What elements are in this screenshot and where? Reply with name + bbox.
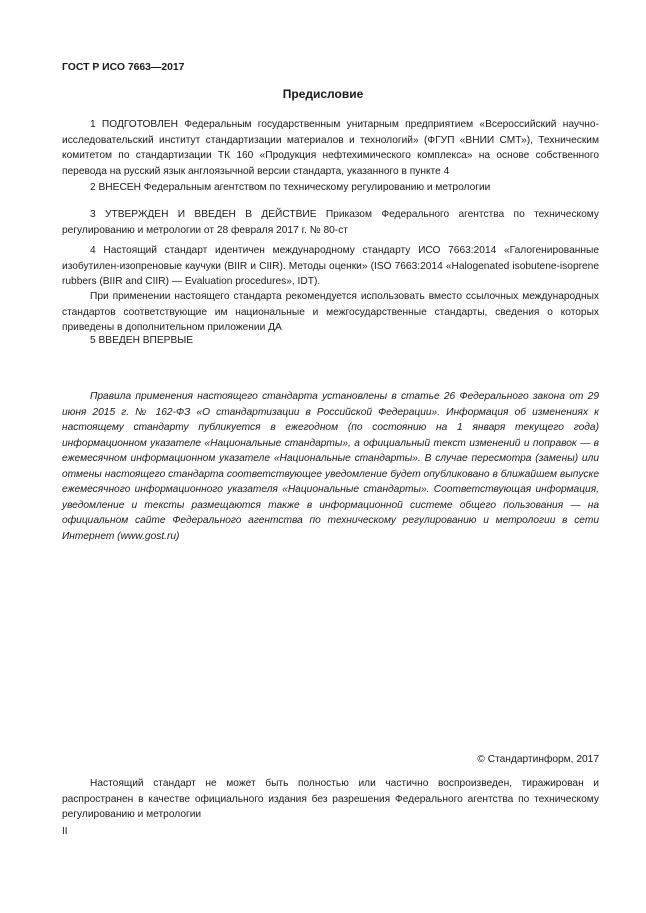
page-title: Предисловие [282,87,364,101]
paragraph-1-prepared: 1 ПОДГОТОВЛЕН Федеральным государственным унитарным предприятием «Всероссийский научно-исследовательский институт стандартизации материалов и технологий» (ФГУП «ВНИИ СМТ»), Техническим комитетом по стандартизации ТК 160 «Продукция нефтехимического комплекса» на основе собственного перевода на русский язык англоязычной версии стандарта, указанного в пункте 4 [62,119,599,177]
paragraph-5-first-introduced: 5 ВВЕДЕН ВПЕРВЫЕ [90,335,194,346]
page-number: II [62,826,68,837]
copyright-line: © Стандартинформ, 2017 [477,754,599,765]
paragraph-4-application: При применении настоящего стандарта рекомендуется использовать вместо ссылочных международных стандартов соответствующие им национальные и межгосударственные стандарты, сведения о которых приведены в дополнительном приложении ДА [62,291,599,334]
paragraph-2-submitted: 2 ВНЕСЕН Федеральным агентством по техническому регулированию и метрологии [90,182,491,193]
reproduction-notice: Настоящий стандарт не может быть полностью или частично воспроизведен, тиражирован и распространен в качестве официального издания без разрешения Федерального агентства по техническому регулированию и метрологии [62,778,599,821]
paragraph-4-identical: 4 Настоящий стандарт идентичен международному стандарту ИСО 7663:2014 «Галогенированные изобутилен-изопреновые каучуки (BIIR и CIIR). Методы оценки» (ISO 7663:2014 «Halogenated isobutene-isoprene rubbers (BIIR and CIIR) — Evaluation procedures», IDT). [62,245,599,288]
rules-of-application-note: Правила применения настоящего стандарта установлены в статье 26 Федерального закона от 29 июня 2015 г. № 162-ФЗ «О стандартизации в Российской Федерации». Информация об изменениях к настоящему стандарту публикуется в ежегодном (по состоянию на 1 января текущего года) информационном указателе «Национальные стандарты», а официальный текст изменений и поправок — в ежемесячном информационном указателе «Национальные стандарты». В случае пересмотра (замены) или отмены настоящего стандарта соответствующее уведомление будет опубликовано в ближайшем выпуске ежемесячного информационного указателя «Национальные стандарты». Соответствующая информация, уведомление и тексты размещаются также в информационной системе общего пользования — на официальном сайте Федерального агентства по техническому регулированию и метрологии в сети Интернет (www.gost.ru) [62,391,599,542]
document-code: ГОСТ Р ИСО 7663—2017 [62,62,185,73]
paragraph-3-approved: 3 УТВЕРЖДЕН И ВВЕДЕН В ДЕЙСТВИЕ Приказом Федерального агентства по техническому регулированию и метрологии от 28 февраля 2017 г. № 80-ст [62,209,599,236]
